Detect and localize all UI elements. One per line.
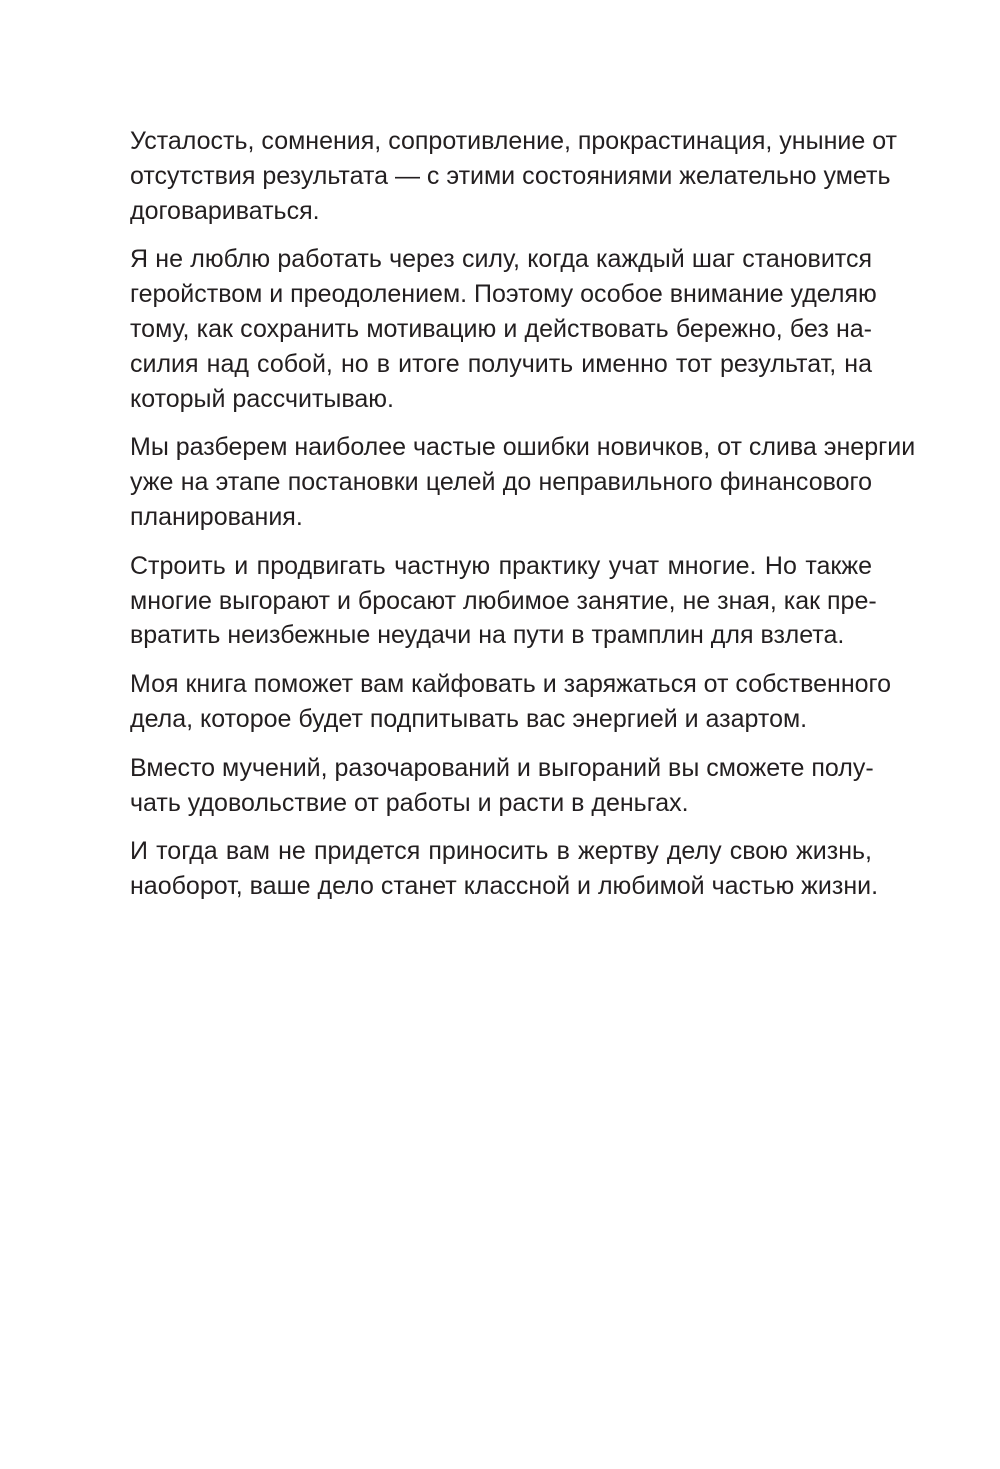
text-line: Строить и продвигать частную практику учат многие. Но также: [130, 551, 872, 580]
paragraph-5: [130, 667, 891, 737]
text-line: Вместо мучений, разочарований и выгораний вы сможете полу-: [130, 753, 874, 782]
text-line: многие выгорают и бросают любимое занятие, не зная, как пре-: [130, 586, 877, 615]
body-text: [130, 124, 916, 918]
text-line: силия над собой, но в итоге получить именно тот результат, на: [130, 349, 872, 378]
text-line: Мы разберем наиболее частые ошибки новичков, от слива энергии: [130, 433, 916, 462]
text-line: который рассчитываю.: [130, 384, 394, 413]
paragraph-4: [130, 549, 877, 653]
paragraph-2: [130, 242, 877, 416]
text-line: наоборот, ваше дело станет классной и любимой частью жизни.: [130, 872, 879, 901]
paragraph-1: [130, 124, 897, 228]
text-line: договариваться.: [130, 196, 320, 225]
text-line: уже на этапе постановки целей до неправильного финансового: [130, 468, 872, 497]
text-line: чать удовольствие от работы и расти в деньгах.: [130, 788, 689, 817]
text-line: Усталость, сомнения, сопротивление, прокрастинация, уныние от: [130, 127, 897, 155]
text-line: тому, как сохранить мотивацию и действовать бережно, без на-: [130, 314, 872, 343]
text-line: отсутствия результата — с этими состояниями желательно уметь: [130, 161, 891, 190]
text-line: Я не люблю работать через силу, когда каждый шаг становится: [130, 245, 872, 274]
text-line: И тогда вам не придется приносить в жертву делу свою жизнь,: [130, 837, 872, 866]
paragraph-3: [130, 430, 916, 534]
text-line: вратить неизбежные неудачи на пути в трамплин для взлета.: [130, 621, 845, 650]
text-line: планирования.: [130, 502, 303, 531]
text-line: дела, которое будет подпитывать вас энергией и азартом.: [130, 704, 808, 733]
text-line: геройством и преодолением. Поэтому особое внимание уделяю: [130, 280, 877, 309]
paragraph-7: [130, 834, 879, 904]
text-line: Моя книга поможет вам кайфовать и заряжаться от собственного: [130, 670, 891, 699]
paragraph-6: [130, 751, 872, 821]
